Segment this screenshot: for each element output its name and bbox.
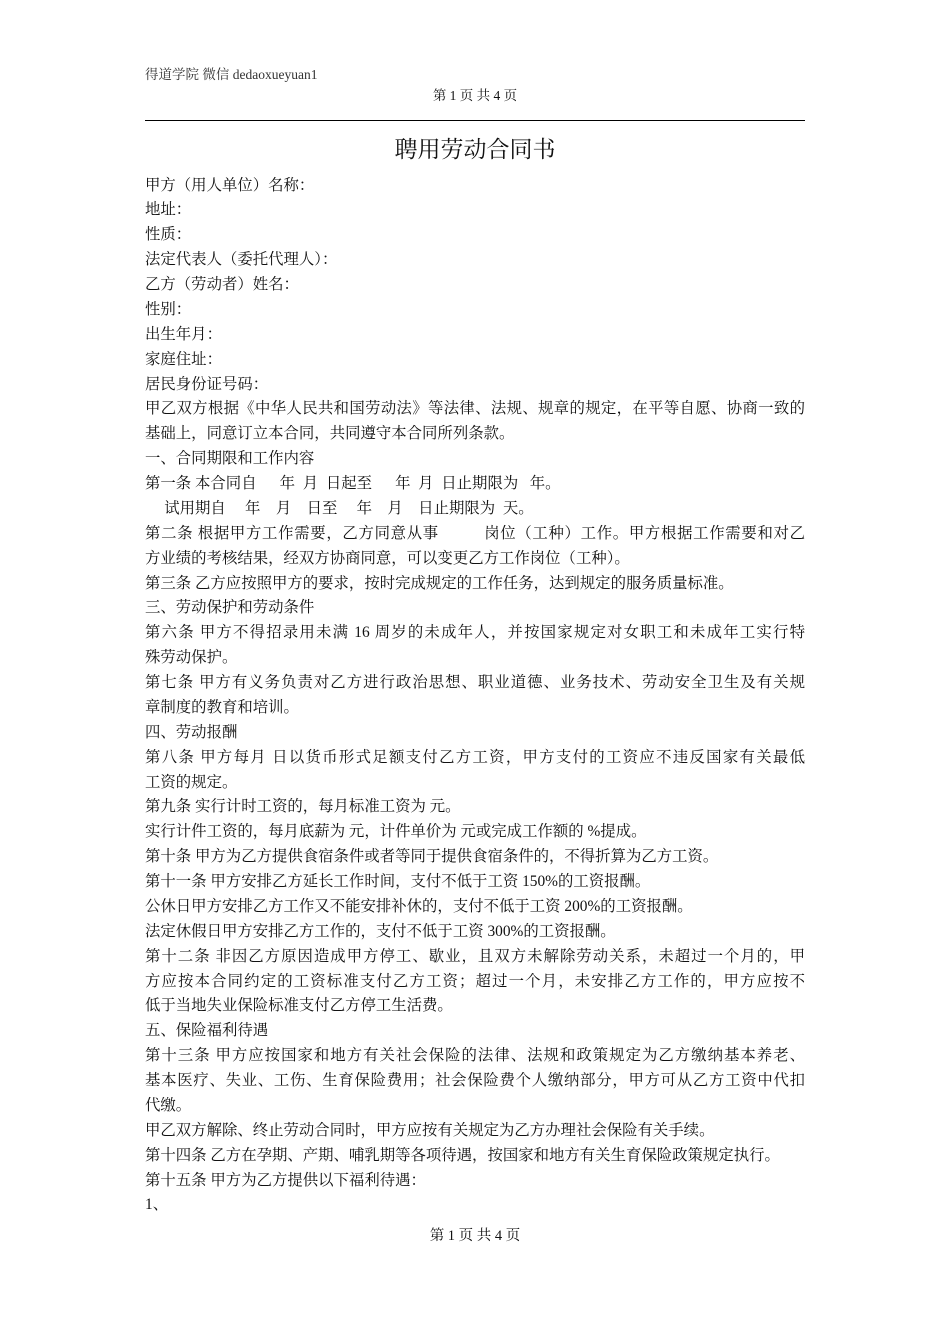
contract-body	[145, 174, 805, 1219]
clause-line: 试用期自 年 月 日至 年 月 日止期限为 天。	[145, 499, 534, 517]
clause-line: 第十一条 甲方安排乙方延长工作时间，支付不低于工资 150%的工资报酬。	[145, 873, 651, 891]
field-party-a-name: 甲方（用人单位）名称：	[145, 176, 315, 194]
clause-line: 第十四条 乙方在孕期、产期、哺乳期等各项待遇，按国家和地方有关生育保险政策规定执行。	[145, 1146, 780, 1164]
clause-line: 基本医疗、失业、工伤、生育保险费用；社会保险费个人缴纳部分，甲方可从乙方工资中代扣	[145, 1072, 805, 1090]
clause-line: 代缴。	[145, 1096, 192, 1114]
preamble-line: 甲乙双方根据《中华人民共和国劳动法》等法律、法规、规章的规定，在平等自愿、协商一致的	[145, 400, 805, 418]
clause-line: 章制度的教育和培训。	[145, 698, 299, 716]
clause-line: 低于当地失业保险标准支付乙方停工生活费。	[145, 997, 453, 1015]
field-birth-date: 出生年月：	[145, 325, 222, 343]
field-legal-representative: 法定代表人（委托代理人）：	[145, 251, 338, 269]
section-heading: 四、劳动报酬	[145, 723, 238, 741]
clause-line: 殊劳动保护。	[145, 649, 238, 667]
list-item: 1、	[145, 1196, 169, 1214]
field-party-b-name: 乙方（劳动者）姓名：	[145, 276, 299, 294]
section-heading: 一、合同期限和工作内容	[145, 450, 315, 468]
preamble-line: 基础上，同意订立本合同，共同遵守本合同所列条款。	[145, 425, 515, 443]
clause-line: 工资的规定。	[145, 773, 238, 791]
field-nature: 性质：	[145, 226, 192, 244]
clause-line: 第九条 实行计时工资的，每月标准工资为 元。	[145, 798, 461, 816]
field-id-number: 居民身份证号码：	[145, 375, 269, 393]
clause-line: 公休日甲方安排乙方工作又不能安排补休的，支付不低于工资 200%的工资报酬。	[145, 897, 693, 915]
clause-line: 方应按本合同约定的工资标准支付乙方工资；超过一个月，未安排乙方工作的，甲方应按不	[145, 972, 805, 990]
clause-line: 方业绩的考核结果，经双方协商同意，可以变更乙方工作岗位（工种）。	[145, 549, 630, 567]
clause-line: 第六条 甲方不得招录用未满 16 周岁的未成年人，并按国家规定对女职工和未成年工实行特	[145, 624, 805, 642]
clause-line: 第一条 本合同自 年 月 日起至 年 月 日止期限为 年。	[145, 475, 561, 493]
clause-line: 法定休假日甲方安排乙方工作的，支付不低于工资 300%的工资报酬。	[145, 922, 616, 940]
clause-line: 甲乙双方解除、终止劳动合同时，甲方应按有关规定为乙方办理社会保险有关手续。	[145, 1121, 715, 1139]
clause-line: 第三条 乙方应按照甲方的要求，按时完成规定的工作任务，达到规定的服务质量标准。	[145, 574, 734, 592]
section-heading: 五、保险福利待遇	[145, 1022, 269, 1040]
clause-line: 第十条 甲方为乙方提供食宿条件或者等同于提供食宿条件的，不得折算为乙方工资。	[145, 848, 719, 866]
section-heading: 三、劳动保护和劳动条件	[145, 599, 315, 617]
header-watermark: 得道学院 微信 dedaoxueyuan1	[145, 67, 318, 82]
clause-line: 第十五条 甲方为乙方提供以下福利待遇：	[145, 1171, 426, 1189]
clause-line: 第十三条 甲方应按国家和地方有关社会保险的法律、法规和政策规定为乙方缴纳基本养老、	[145, 1047, 805, 1065]
field-address: 地址：	[145, 201, 192, 219]
header-divider	[145, 120, 805, 121]
field-gender: 性别：	[145, 300, 192, 318]
clause-line: 第七条 甲方有义务负责对乙方进行政治思想、职业道德、业务技术、劳动安全卫生及有关规	[145, 674, 805, 692]
header-page-number: 第 1 页 共 4 页	[432, 88, 518, 103]
document-title: 聘用劳动合同书	[394, 137, 556, 162]
clause-line: 第八条 甲方每月 日以货币形式足额支付乙方工资，甲方支付的工资应不违反国家有关最低	[145, 748, 805, 766]
field-home-address: 家庭住址：	[145, 350, 222, 368]
clause-line: 第十二条 非因乙方原因造成甲方停工、歇业，且双方未解除劳动关系，未超过一个月的，甲	[145, 947, 805, 965]
footer-page-number: 第 1 页 共 4 页	[429, 1228, 521, 1244]
clause-line: 第二条 根据甲方工作需要，乙方同意从事 岗位（工种）工作。甲方根据工作需要和对乙	[145, 524, 805, 542]
clause-line: 实行计件工资的，每月底薪为 元，计件单价为 元或完成工作额的 %提成。	[145, 823, 647, 841]
